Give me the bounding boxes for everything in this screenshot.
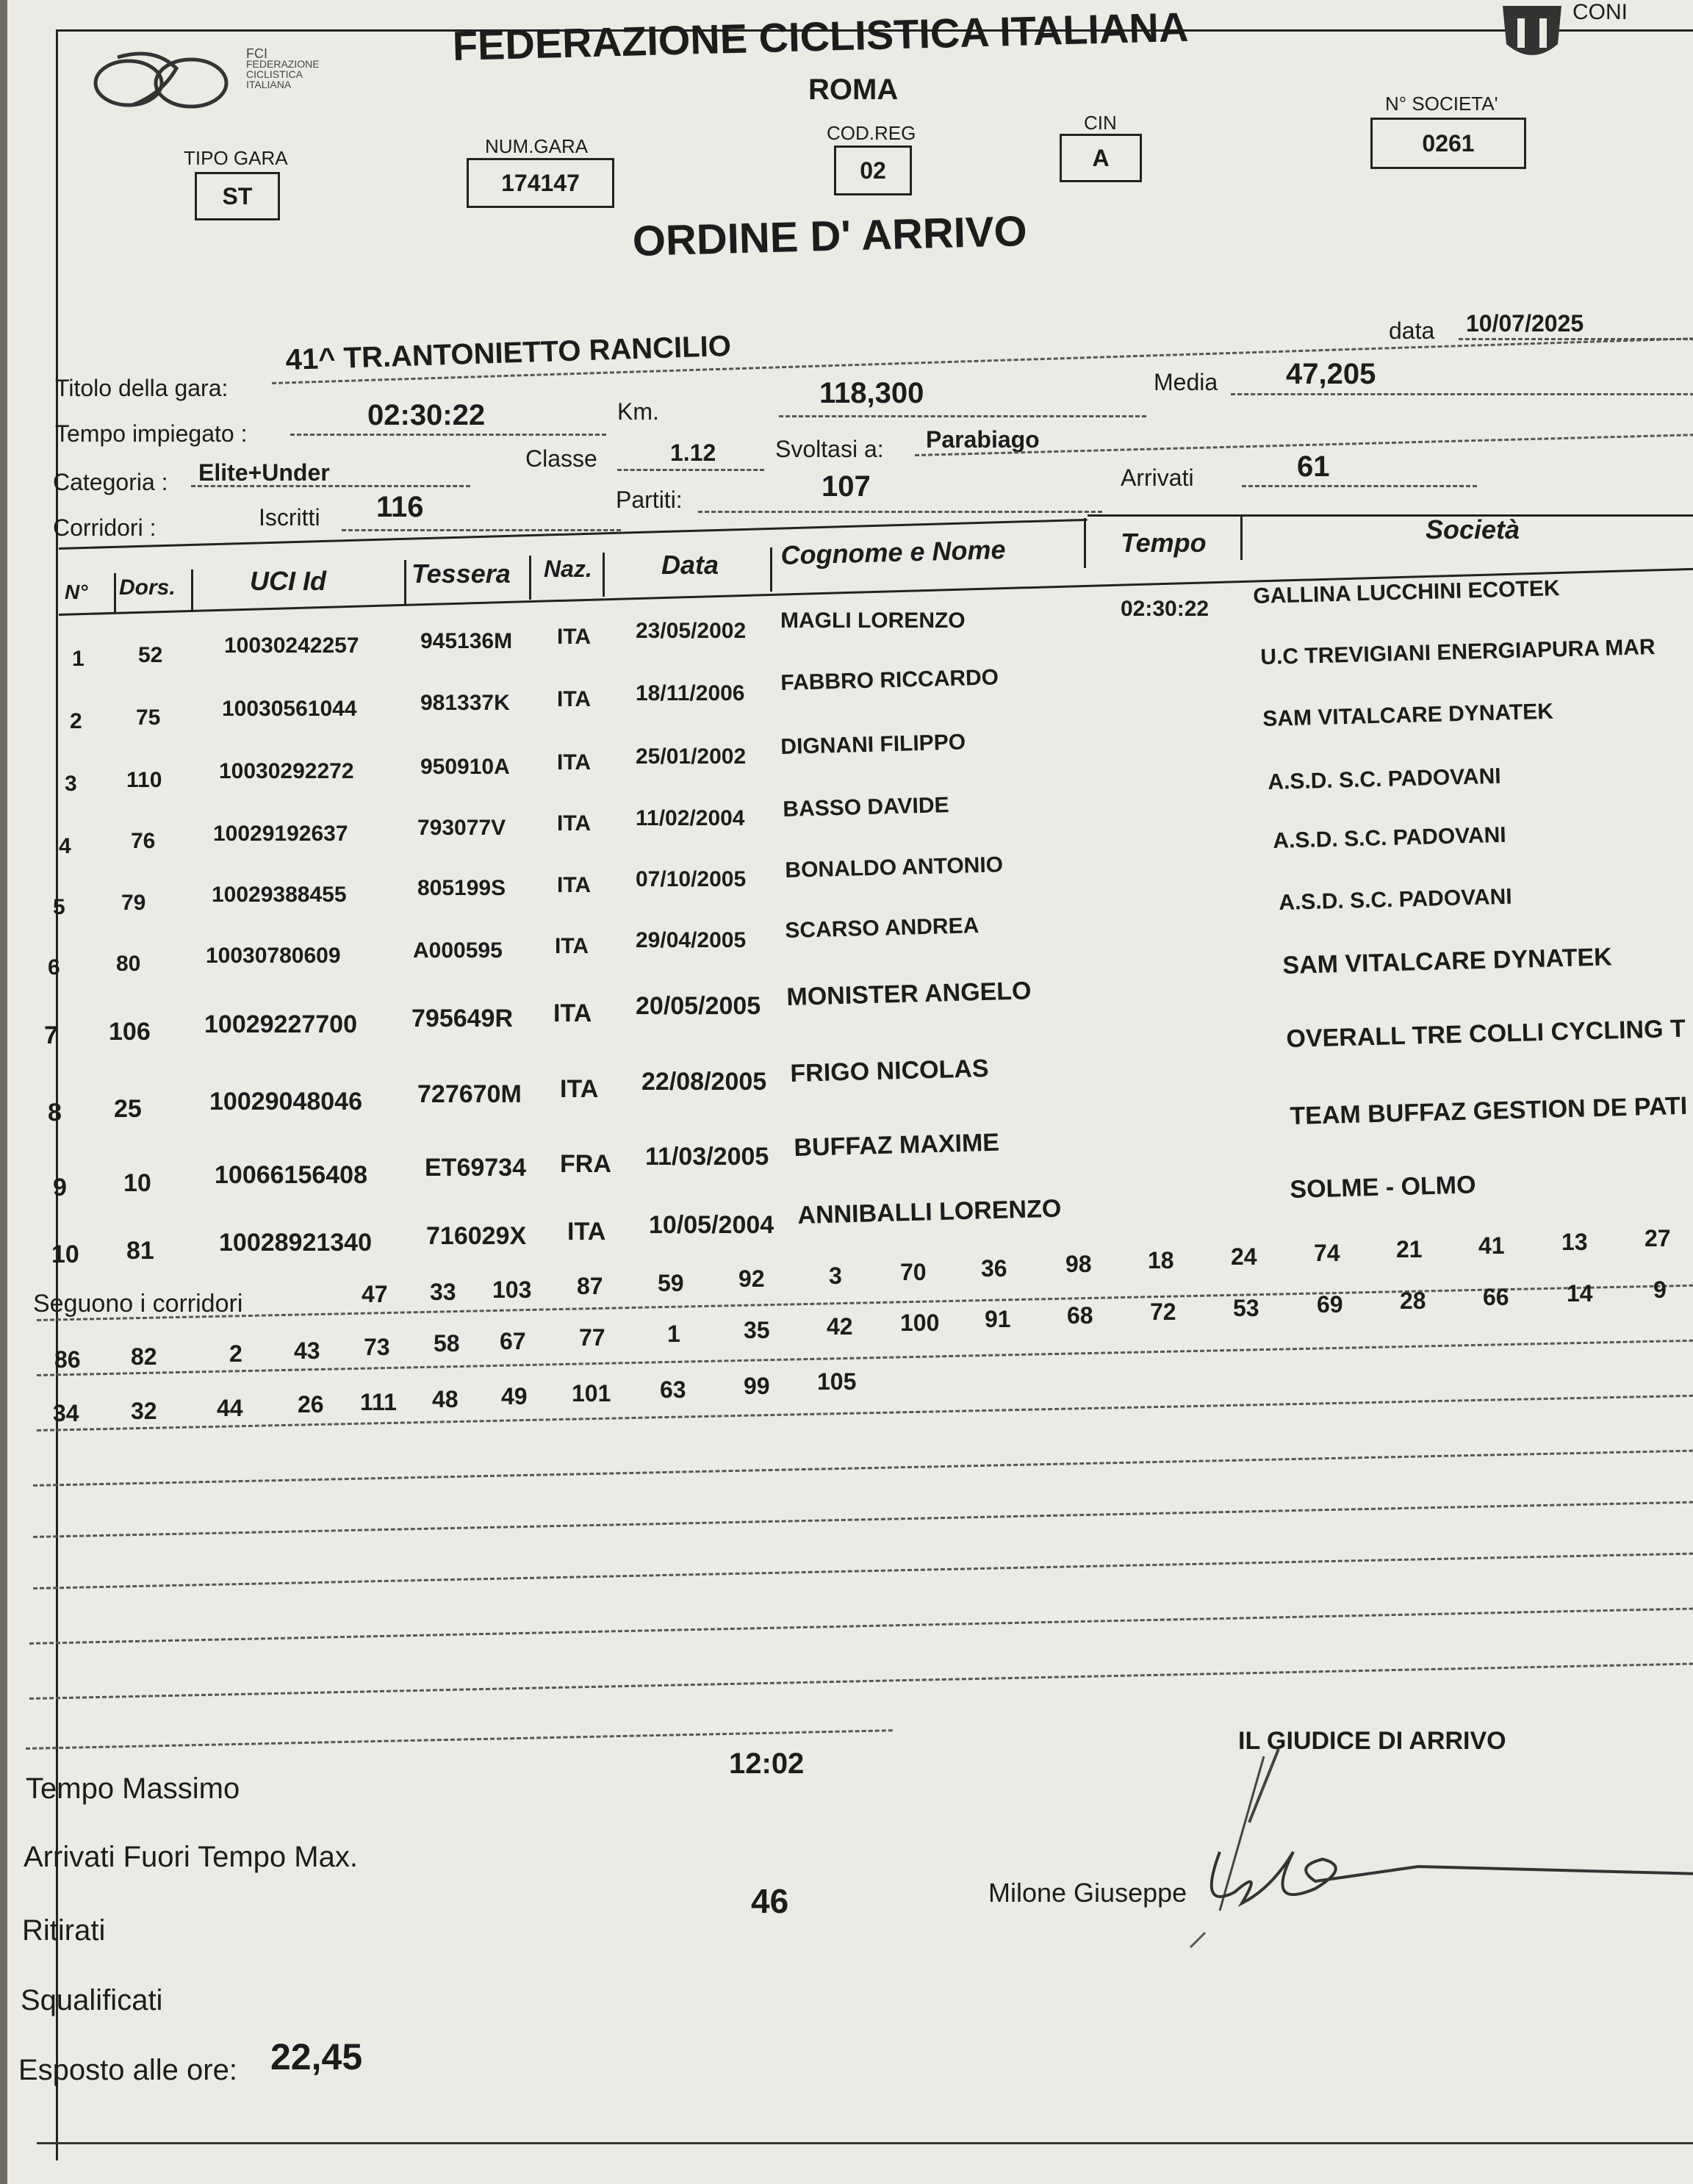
row-birth-date: 18/11/2006 [636,681,745,705]
giudice-label: IL GIUDICE DI ARRIVO [1238,1727,1506,1755]
row-tessera: 805199S [417,876,506,900]
seguono-bib: 82 [131,1343,157,1370]
partiti-dotted-line [698,511,1102,513]
data-label: data [1389,317,1435,344]
row-birth-date: 11/02/2004 [636,806,745,830]
row-naz: ITA [557,750,592,775]
seguono-bib: 69 [1317,1291,1343,1318]
row-name: FABBRO RICCARDO [780,665,999,695]
seguono-bib: 47 [362,1281,388,1307]
cod-reg-label: COD.REG [827,122,916,144]
seguono-bib: 70 [900,1259,927,1285]
seguono-dotted-line-5 [33,1501,1693,1538]
row-name: BONALDO ANTONIO [785,852,1004,883]
header-societa: Società [1426,514,1520,545]
seguono-bib: 28 [1400,1287,1426,1314]
seguono-bib: 43 [294,1337,320,1364]
row-tessera: ET69734 [425,1154,526,1182]
arrivati-dotted-line [1242,485,1477,487]
seguono-bib: 68 [1067,1302,1093,1329]
seguono-bib: 49 [501,1383,528,1409]
row-tessera: 945136M [420,629,513,653]
fuori-tempo-label: Arrivati Fuori Tempo Max. [24,1841,358,1873]
seguono-bib: 21 [1396,1236,1423,1262]
tempo-massimo-value: 12:02 [729,1747,805,1780]
row-naz: ITA [567,1218,606,1246]
city-label: ROMA [808,73,899,106]
row-team: TEAM BUFFAZ GESTION DE PATI [1290,1091,1688,1130]
row-uci-id: 10029227700 [204,1010,358,1038]
seguono-bib: 42 [827,1313,853,1340]
seguono-bib: 14 [1567,1280,1593,1307]
row-uci-id: 10029048046 [209,1088,363,1116]
col-divider-8 [1240,514,1243,560]
row-uci-id: 10030561044 [222,697,357,721]
row-naz: ITA [553,999,592,1027]
classe-value: 1.12 [670,439,716,466]
tempo-impiegato-value: 02:30:22 [367,399,486,431]
seguono-dotted-line-7 [29,1607,1693,1645]
row-name: FRIGO NICOLAS [790,1054,990,1088]
row-name: ANNIBALLI LORENZO [797,1194,1062,1229]
seguono-dotted-line-1 [37,1285,1693,1321]
seguono-bib: 33 [430,1279,456,1305]
header-cognome-nome: Cognome e Nome [780,534,1007,570]
table-top-line [1088,514,1693,517]
row-team: A.S.D. S.C. PADOVANI [1273,822,1507,853]
esposto-value: 22,45 [270,2036,363,2077]
row-name: MONISTER ANGELO [786,977,1032,1011]
row-tessera: A000595 [413,938,503,963]
row-tessera: 716029X [426,1222,527,1250]
seguono-dotted-line-9 [26,1729,893,1750]
row-birth-date: 23/05/2002 [636,619,747,643]
categoria-label: Categoria : [53,469,168,495]
seguono-bib: 44 [217,1395,243,1421]
partiti-value: 107 [822,470,871,503]
esposto-label: Esposto alle ore: [18,2054,237,2086]
logo-text-fci: FCI [246,46,267,61]
seguono-bib: 13 [1561,1229,1588,1255]
row-birth-date: 11/03/2005 [645,1143,769,1171]
titolo-label: Titolo della gara: [55,375,229,401]
col-divider-1 [114,573,116,614]
seguono-dotted-line-2 [37,1340,1693,1376]
row-dorsal: 81 [126,1237,154,1265]
row-team: U.C TREVIGIANI ENERGIAPURA MAR [1260,634,1656,669]
row-birth-date: 20/05/2005 [636,992,761,1020]
fci-logo [88,43,320,116]
seguono-bib: 99 [744,1373,770,1399]
row-name: DIGNANI FILIPPO [780,730,966,759]
seguono-bib: 77 [579,1324,605,1351]
coni-logo [1499,0,1628,70]
row-number: 6 [48,955,60,980]
seguono-bib: 58 [434,1330,460,1357]
row-time: 02:30:22 [1121,597,1209,621]
seguono-bib: 32 [131,1398,157,1424]
iscritti-label: Iscritti [259,504,320,531]
tipo-gara-box: ST [195,172,280,220]
row-tessera: 793077V [417,816,506,840]
km-value: 118,300 [819,377,924,409]
categoria-dotted-line [191,485,470,487]
document-paper [7,0,1693,2184]
svoltasi-value: Parabiago [926,426,1040,453]
row-number: 3 [65,772,77,796]
media-label: Media [1154,369,1218,395]
seguono-bib: 9 [1653,1276,1667,1303]
row-number: 7 [44,1021,58,1049]
societa-label: N° SOCIETA' [1385,93,1498,115]
row-birth-date: 25/01/2002 [636,744,747,769]
cin-label: CIN [1084,112,1117,134]
seguono-bib: 72 [1150,1298,1176,1325]
row-tessera: 981337K [420,691,510,715]
row-team: A.S.D. S.C. PADOVANI [1268,764,1502,794]
seguono-bib: 27 [1645,1225,1671,1251]
row-team: SOLME - OLMO [1290,1171,1477,1204]
seguono-label: Seguono i corridori [33,1290,243,1318]
logo-text-italiana: ITALIANA [246,79,292,90]
seguono-bib: 48 [432,1386,459,1412]
seguono-bib: 86 [54,1346,81,1373]
header-tessera: Tessera [411,558,511,589]
row-team: SAM VITALCARE DYNATEK [1262,699,1554,731]
form-sheet [18,0,1693,2184]
row-team: SAM VITALCARE DYNATEK [1282,943,1613,980]
seguono-bib: 24 [1231,1243,1257,1270]
seguono-bib: 91 [985,1306,1011,1332]
titolo-value: 41^ TR.ANTONIETTO RANCILIO [285,329,732,376]
header-dors: Dors. [119,575,176,600]
row-tessera: 795649R [411,1005,514,1032]
logo-text-ciclistica: CICLISTICA [246,68,303,80]
document-title: ORDINE D' ARRIVO [632,206,1028,265]
seguono-dotted-line-8 [29,1662,1693,1700]
row-tessera: 727670M [417,1080,522,1108]
header-naz: Naz. [544,556,592,582]
logo-text-federazione: FEDERAZIONE [246,58,320,70]
col-divider-4 [529,556,531,600]
seguono-bib: 87 [577,1273,603,1299]
row-number: 8 [48,1099,62,1127]
coni-text: CONI [1572,0,1628,24]
iscritti-value: 116 [376,491,424,523]
tipo-gara-label: TIPO GARA [184,147,288,169]
seguono-dotted-line-3 [37,1395,1693,1432]
seguono-bib: 3 [829,1262,842,1289]
seguono-bib: 26 [298,1391,324,1418]
row-team: GALLINA LUCCHINI ECOTEK [1253,576,1560,608]
seguono-bib: 67 [500,1328,526,1354]
giudice-name: Milone Giuseppe [988,1878,1187,1908]
seguono-bib: 63 [660,1376,686,1403]
row-uci-id: 10028921340 [219,1229,373,1257]
data-value: 10/07/2025 [1466,310,1584,337]
row-uci-id: 10030242257 [224,633,359,658]
seguono-bib: 1 [667,1321,680,1347]
seguono-bib: 35 [744,1317,770,1343]
row-birth-date: 07/10/2005 [636,867,747,891]
seguono-bib: 98 [1065,1251,1092,1277]
frame-bottom-border [37,2142,1693,2144]
seguono-bib: 103 [492,1276,532,1303]
row-dorsal: 10 [123,1169,151,1197]
col-divider-7 [1084,518,1086,568]
row-dorsal: 76 [131,829,156,853]
row-uci-id: 10066156408 [215,1161,368,1189]
seguono-bib: 59 [658,1270,684,1296]
iscritti-dotted-line [342,529,621,531]
row-naz: ITA [555,934,589,958]
seguono-bib: 41 [1478,1232,1505,1259]
row-dorsal: 25 [114,1095,142,1123]
fuori-tempo-value: 46 [751,1882,789,1920]
seguono-bib: 92 [738,1265,765,1292]
squalificati-label: Squalificati [21,1984,163,2016]
classe-label: Classe [525,445,597,472]
row-naz: ITA [557,873,592,897]
ritirati-label: Ritirati [22,1914,106,1947]
row-dorsal: 106 [109,1018,151,1046]
col-divider-2 [191,570,193,612]
categoria-value: Elite+Under [198,459,330,486]
seguono-dotted-line-6 [33,1552,1693,1589]
seguono-dotted-line-4 [33,1449,1693,1487]
row-dorsal: 80 [116,952,141,976]
km-label: Km. [617,398,659,425]
row-name: SCARSO ANDREA [785,913,980,943]
header-uci-id: UCI Id [250,566,326,596]
corridori-label: Corridori : [53,514,157,541]
tempo-massimo-label: Tempo Massimo [26,1772,240,1805]
row-number: 1 [72,647,85,671]
row-dorsal: 52 [138,643,163,667]
seguono-bib: 34 [53,1400,79,1426]
federation-title: FEDERAZIONE CICLISTICA ITALIANA [452,3,1190,69]
row-naz: ITA [557,625,592,649]
tempo-dotted-line [290,434,606,436]
row-dorsal: 79 [121,891,146,915]
seguono-bib: 73 [364,1334,390,1360]
row-naz: FRA [560,1150,611,1178]
cod-reg-box: 02 [834,146,912,195]
col-divider-6 [770,547,772,592]
media-value: 47,205 [1286,358,1376,390]
row-uci-id: 10029388455 [212,883,347,907]
arrivati-label: Arrivati [1121,464,1194,491]
row-tessera: 950910A [420,755,510,779]
seguono-bib: 53 [1233,1295,1259,1321]
row-birth-date: 10/05/2004 [649,1211,774,1239]
col-divider-5 [603,553,605,597]
row-naz: ITA [557,687,592,711]
row-team: OVERALL TRE COLLI CYCLING T [1286,1014,1686,1053]
seguono-bib: 111 [360,1389,397,1415]
row-birth-date: 29/04/2005 [636,928,747,952]
seguono-bib: 66 [1483,1284,1509,1310]
seguono-bib: 100 [900,1310,940,1336]
row-uci-id: 10030780609 [206,944,341,968]
tempo-impiegato-label: Tempo impiegato : [55,420,248,447]
header-tempo: Tempo [1121,528,1207,558]
arrivati-value: 61 [1297,450,1330,483]
row-naz: ITA [557,811,592,836]
num-gara-box: 174147 [467,158,614,208]
num-gara-label: NUM.GARA [485,135,589,157]
row-number: 10 [51,1240,79,1268]
row-dorsal: 110 [126,768,162,792]
seguono-bib: 74 [1314,1240,1340,1266]
row-name: BASSO DAVIDE [783,793,949,822]
km-dotted-line [779,415,1146,417]
classe-dotted-line [617,469,764,471]
row-birth-date: 22/08/2005 [641,1068,767,1096]
row-naz: ITA [560,1075,599,1103]
seguono-bib: 2 [229,1340,242,1367]
seguono-bib: 18 [1148,1247,1174,1274]
judge-signature-icon [1176,1734,1693,1955]
row-number: 4 [59,834,71,858]
seguono-bib: 36 [981,1255,1007,1282]
seguono-bib: 101 [572,1380,611,1407]
seguono-bib: 105 [817,1368,857,1395]
societa-box: 0261 [1370,118,1526,169]
row-uci-id: 10030292272 [219,759,354,783]
col-divider-3 [404,560,406,604]
row-number: 2 [70,709,82,733]
header-data: Data [661,550,719,580]
bicycle-logo-icon [88,43,235,116]
row-name: BUFFAZ MAXIME [794,1128,1000,1162]
row-uci-id: 10029192637 [213,822,348,846]
partiti-label: Partiti: [616,486,683,513]
row-number: 5 [53,895,65,919]
header-n: N° [65,581,88,603]
coni-shield-icon [1499,0,1565,66]
row-name: MAGLI LORENZO [780,608,966,633]
row-team: A.S.D. S.C. PADOVANI [1279,884,1513,915]
svoltasi-label: Svoltasi a: [775,436,884,462]
row-number: 9 [53,1174,67,1201]
row-dorsal: 75 [136,705,161,730]
media-dotted-line [1231,393,1693,395]
cin-box: A [1060,134,1142,182]
